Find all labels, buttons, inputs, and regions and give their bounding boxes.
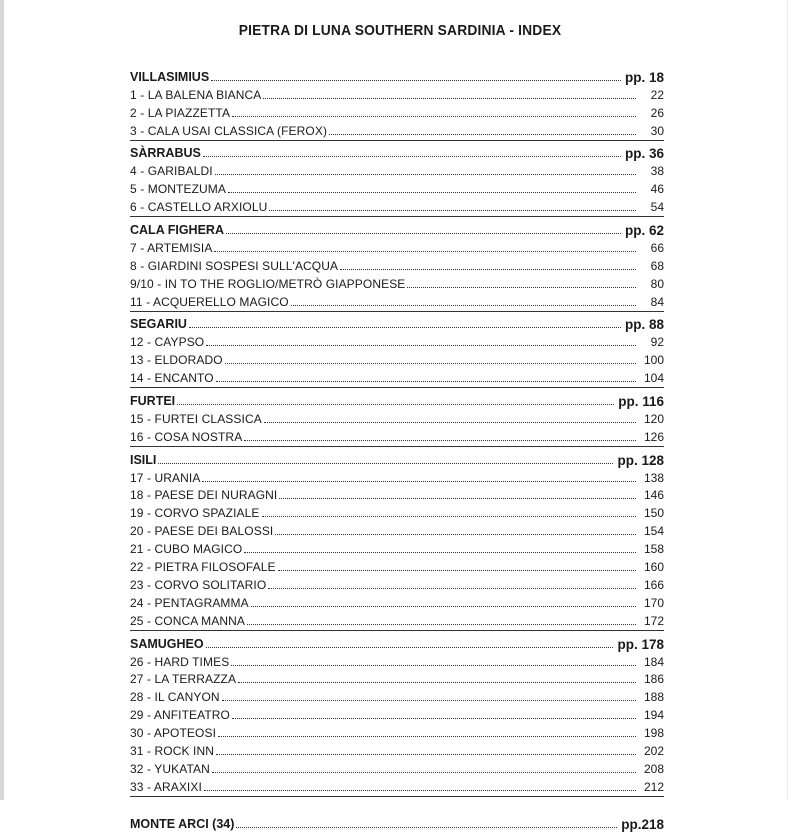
index-entry-label: 29 - ANFITEATRO [130, 708, 230, 723]
index-entry-page-number: 188 [643, 690, 664, 705]
index-entry-label: 3 - CALA USAI CLASSICA (FEROX) [130, 123, 328, 138]
index-entry-page-number: 158 [643, 542, 664, 557]
index-entry-page-number: 120 [643, 411, 664, 426]
section-heading-label: ISILI [130, 452, 157, 467]
section-divider [130, 446, 664, 447]
dot-leader [269, 209, 636, 211]
section-divider [130, 311, 664, 312]
index-entry-page-number: 154 [643, 524, 664, 539]
dot-leader [268, 587, 636, 589]
dot-leader [189, 326, 621, 328]
index-entry-label: 16 - COSA NOSTRA [130, 429, 243, 444]
index-entry-label: 12 - CAYPSO [130, 335, 205, 350]
index-entry [130, 669, 664, 687]
dot-leader [216, 753, 636, 755]
index-entry [130, 776, 664, 794]
section-divider [130, 140, 664, 141]
section-divider [130, 216, 664, 217]
dot-leader [329, 133, 636, 135]
dot-leader [264, 421, 636, 423]
section-heading [130, 390, 664, 408]
index-entry-page-number: 66 [650, 240, 664, 255]
index-entry [130, 291, 664, 309]
index-entry-label: 1 - LA BALENA BIANCA [130, 87, 262, 102]
index-entry [130, 758, 664, 776]
section-heading-label: SÀRRABUS [130, 146, 201, 161]
index-entry-page-number: 160 [643, 560, 664, 575]
index-entry-page-number: 138 [643, 470, 664, 485]
final-section-heading-label: MONTE ARCI (34) [130, 816, 235, 831]
index-entry-label: 14 - ENCANTO [130, 371, 214, 386]
index-entry-label: 32 - YUKATAN [130, 761, 210, 776]
index-entry [130, 722, 664, 740]
index-entry [130, 467, 664, 485]
index-entry-label: 20 - PAESE DEI BALOSSI [130, 524, 274, 539]
dot-leader [206, 344, 636, 346]
index-entry-page-number: 198 [643, 726, 664, 741]
index-entry [130, 349, 664, 367]
section-heading-page-number: pp. 62 [624, 223, 664, 239]
dot-leader [247, 623, 636, 625]
index-entry-label: 18 - PAESE DEI NURAGNI [130, 488, 278, 503]
index-entry [130, 485, 664, 503]
index-entry-label: 26 - HARD TIMES [130, 654, 230, 669]
index-entry-label: 30 - APOTEOSI [130, 726, 216, 741]
section-divider [130, 387, 664, 388]
dot-leader [340, 268, 636, 270]
index-entry-label: 25 - CONCA MANNA [130, 613, 245, 628]
index-entry-label: 4 - GARIBALDI [130, 164, 213, 179]
index-entry-label: 8 - GIARDINI SOSPESI SULL'ACQUA [130, 258, 339, 273]
dot-leader [231, 664, 636, 666]
dot-leader [251, 605, 636, 607]
index-entry-label: 5 - MONTEZUMA [130, 182, 226, 197]
index-entry [130, 84, 664, 102]
index-entry [130, 426, 664, 444]
index-entry [130, 178, 664, 196]
index-entry [130, 367, 664, 385]
dot-leader [232, 717, 636, 719]
index-entry [130, 102, 664, 120]
index-entry [130, 651, 664, 669]
section-heading [130, 314, 664, 332]
section-heading-page-number: pp. 178 [617, 636, 664, 652]
index-entry [130, 574, 664, 592]
index-entry [130, 255, 664, 273]
index-entry-page-number: 104 [643, 371, 664, 386]
dot-leader [225, 362, 636, 364]
index-entry-label: 28 - IL CANYON [130, 690, 220, 705]
index-entry-label: 19 - CORVO SPAZIALE [130, 506, 260, 521]
dot-leader [204, 789, 636, 791]
dot-leader [158, 462, 613, 464]
dot-leader [232, 115, 636, 117]
section-divider [130, 796, 664, 797]
dot-leader [212, 771, 636, 773]
dot-leader [238, 681, 636, 683]
dot-leader [407, 286, 636, 288]
dot-leader [244, 439, 636, 441]
section-heading [130, 449, 664, 467]
index-entry-label: 24 - PENTAGRAMMA [130, 595, 249, 610]
dot-leader [211, 79, 621, 81]
dot-leader [202, 480, 636, 482]
index-entry [130, 538, 664, 556]
page-edge-right [787, 0, 788, 800]
index-entry [130, 196, 664, 214]
dot-leader [275, 533, 636, 535]
section-heading-page-number: pp. 116 [618, 394, 664, 410]
section-heading-page-number: pp. 18 [624, 69, 664, 85]
page-edge-shadow [0, 0, 4, 800]
page-title: PIETRA DI LUNA SOUTHERN SARDINIA - INDEX [238, 22, 562, 39]
section-heading-label: CALA FIGHERA [130, 223, 224, 238]
index-entry-label: 22 - PIETRA FILOSOFALE [130, 560, 276, 575]
section-heading [130, 633, 664, 651]
index-entry-page-number: 84 [650, 294, 664, 309]
section-heading-label: FURTEI [130, 394, 176, 409]
section-heading-page-number: pp. 36 [624, 146, 664, 162]
index-entry-page-number: 38 [650, 164, 664, 179]
dot-leader [291, 304, 636, 306]
index-entry-label: 6 - CASTELLO ARXIOLU [130, 200, 268, 215]
section-heading [130, 219, 664, 237]
index-entry-page-number: 80 [650, 276, 664, 291]
index-entry-label: 15 - FURTEI CLASSICA [130, 411, 262, 426]
index-entry-label: 33 - ARAXIXI [130, 779, 202, 794]
index-entry-page-number: 170 [643, 595, 664, 610]
dot-leader [222, 699, 636, 701]
dot-leader [228, 191, 636, 193]
index-entry-label: 13 - ELDORADO [130, 353, 223, 368]
dot-leader [177, 403, 614, 405]
index-entry-page-number: 186 [643, 672, 664, 687]
index-entry [130, 686, 664, 704]
index-entry-label: 23 - CORVO SOLITARIO [130, 577, 267, 592]
index-entry [130, 237, 664, 255]
dot-leader [218, 735, 636, 737]
section-heading-label: SAMUGHEO [130, 636, 204, 651]
index-entry-label: 2 - LA PIAZZETTA [130, 105, 231, 120]
index-entry-page-number: 54 [650, 200, 664, 215]
dot-leader [214, 250, 636, 252]
index-entry-page-number: 26 [650, 105, 664, 120]
dot-leader [206, 646, 614, 648]
index-entry-page-number: 166 [643, 577, 664, 592]
dot-leader [236, 826, 617, 828]
index-entry-page-number: 208 [643, 761, 664, 776]
index-entry [130, 273, 664, 291]
index-entry-page-number: 212 [643, 779, 664, 794]
index-entry-label: 11 - ACQUERELLO MAGICO [130, 294, 289, 309]
dot-leader [226, 232, 621, 234]
index-entry-label: 9/10 - IN TO THE ROGLIO/METRÒ GIAPPONESE [130, 276, 406, 291]
index-entry [130, 331, 664, 349]
index-entry-page-number: 92 [650, 335, 664, 350]
index-list [130, 66, 664, 831]
spacer [130, 799, 664, 813]
index-entry-label: 31 - ROCK INN [130, 743, 214, 758]
dot-leader [278, 569, 636, 571]
section-heading-label: SEGARIU [130, 317, 187, 332]
index-entry-label: 21 - CUBO MAGICO [130, 542, 243, 557]
index-entry-page-number: 184 [643, 654, 664, 669]
index-entry [130, 502, 664, 520]
dot-leader [203, 155, 621, 157]
index-entry-label: 17 - URANIA [130, 470, 201, 485]
index-entry-page-number: 146 [643, 488, 664, 503]
index-entry-page-number: 126 [643, 429, 664, 444]
index-entry-page-number: 30 [650, 123, 664, 138]
index-entry-page-number: 150 [643, 506, 664, 521]
section-heading [130, 66, 664, 84]
index-entry [130, 740, 664, 758]
final-section-heading-page-number: pp.218 [621, 816, 664, 832]
section-heading-page-number: pp. 88 [624, 317, 664, 333]
index-entry [130, 592, 664, 610]
index-entry [130, 704, 664, 722]
index-entry-page-number: 100 [643, 353, 664, 368]
dot-leader [263, 97, 636, 99]
index-entry [130, 160, 664, 178]
dot-leader [215, 173, 636, 175]
index-entry [130, 120, 664, 138]
section-heading-page-number: pp. 128 [617, 452, 664, 468]
dot-leader [279, 497, 636, 499]
section-divider [130, 630, 664, 631]
index-entry [130, 556, 664, 574]
index-entry-page-number: 202 [643, 743, 664, 758]
index-entry-label: 7 - ARTEMISIA [130, 240, 213, 255]
section-heading-label: VILLASIMIUS [130, 69, 210, 84]
index-entry-page-number: 194 [643, 708, 664, 723]
index-entry-page-number: 172 [643, 613, 664, 628]
index-entry-page-number: 22 [650, 87, 664, 102]
index-entry-label: 27 - LA TERRAZZA [130, 672, 237, 687]
dot-leader [262, 515, 637, 517]
index-entry-page-number: 68 [650, 258, 664, 273]
index-entry [130, 520, 664, 538]
index-entry [130, 408, 664, 426]
index-entry-page-number: 46 [650, 182, 664, 197]
index-entry [130, 610, 664, 628]
dot-leader [216, 380, 636, 382]
section-heading [130, 143, 664, 161]
dot-leader [244, 551, 636, 553]
final-section-heading [130, 813, 664, 831]
